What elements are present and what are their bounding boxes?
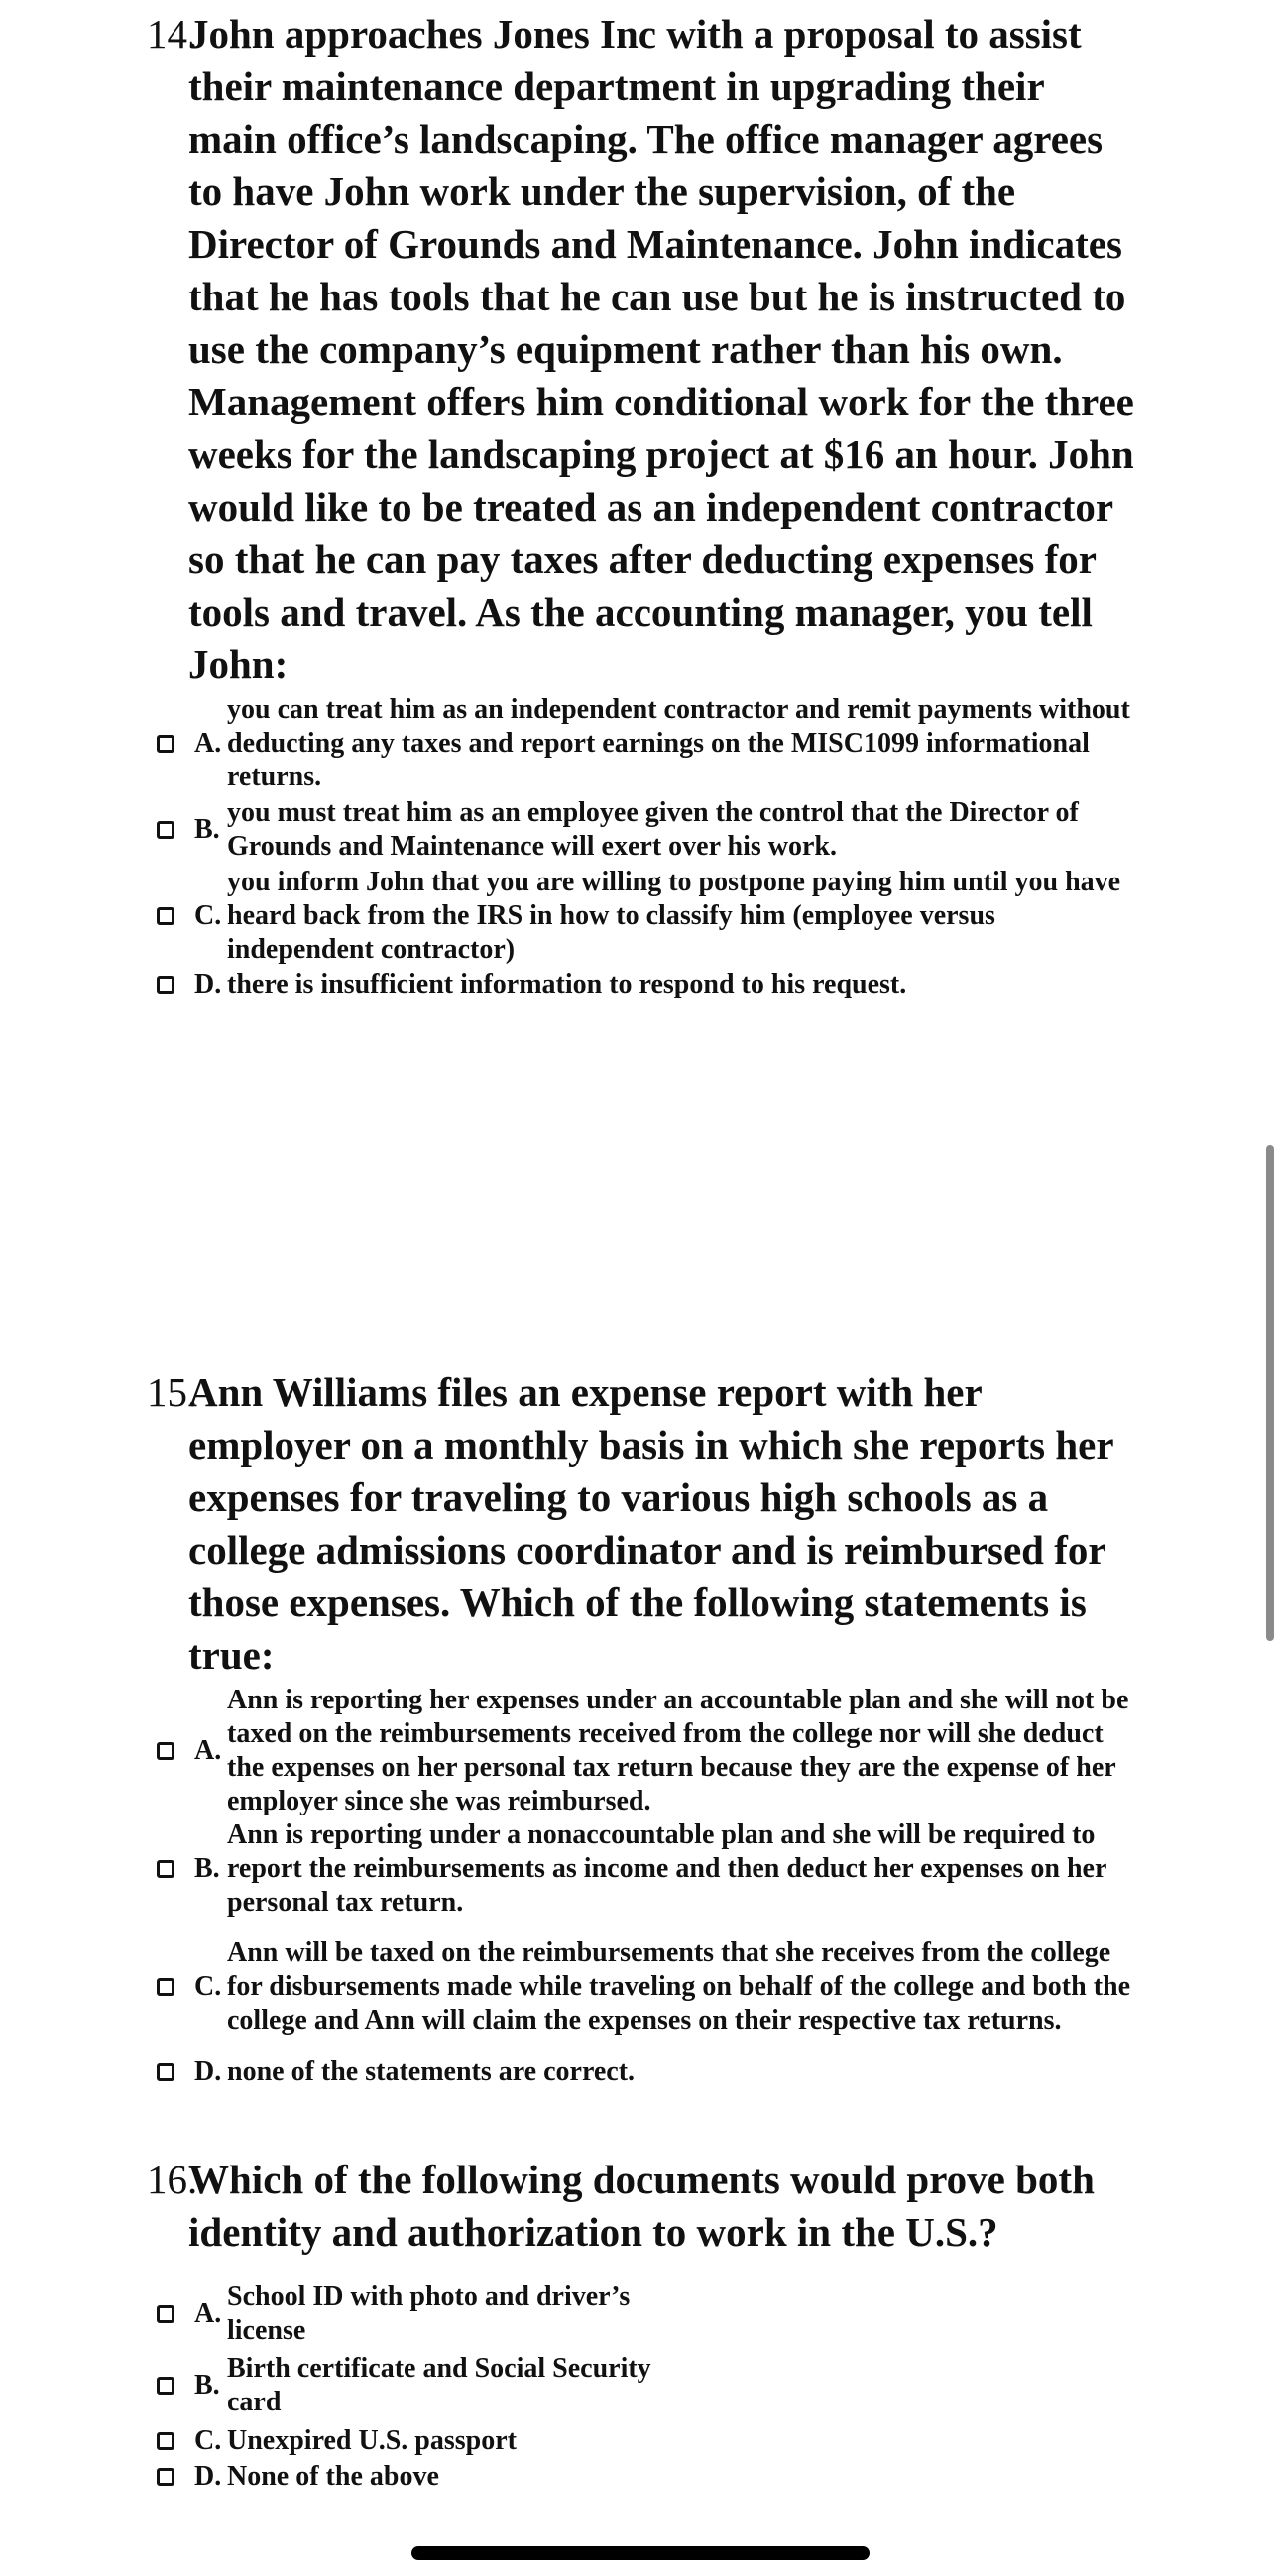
checkbox-icon[interactable]	[157, 907, 174, 925]
question-stem	[147, 1366, 1140, 1682]
option-text: none of the statements are correct.	[227, 2056, 636, 2087]
checkbox-icon[interactable]	[157, 1742, 174, 1760]
option-letter: A.	[194, 1735, 222, 1766]
checkbox-icon[interactable]	[157, 735, 174, 753]
answer-options	[0, 1684, 1279, 2090]
option-text: Ann is reporting under a nonaccountable plan and she will be required to report the reimbursements as income and then deduct her expenses on her personal tax return.	[227, 1819, 1106, 1918]
option-c[interactable]	[0, 866, 1279, 967]
answer-options	[0, 693, 1279, 1002]
option-text: you can treat him as an independent contractor and remit payments without deducting any taxes and report earnings on the MISC1099 informational returns.	[227, 694, 1130, 792]
option-a[interactable]	[0, 2281, 1279, 2348]
checkbox-icon[interactable]	[157, 2305, 174, 2323]
question-number: 16.	[147, 2157, 198, 2202]
option-letter: C.	[194, 2425, 222, 2456]
checkbox-icon[interactable]	[157, 2377, 174, 2395]
option-letter: D.	[194, 969, 222, 999]
checkbox-icon[interactable]	[157, 821, 174, 839]
option-a[interactable]	[0, 693, 1279, 794]
option-letter: A.	[194, 728, 222, 759]
question-14	[0, 8, 1279, 1002]
option-letter: B.	[194, 814, 220, 845]
question-15	[0, 1366, 1279, 2090]
option-letter: D.	[194, 2056, 222, 2087]
question-text: Ann Williams files an expense report with her employer on a monthly basis in which she reports her expenses for traveling to various high schools as a college admissions coordinator and is reimbursed for those expenses. Which of the following statements is true:	[188, 1369, 1113, 1678]
option-c[interactable]	[0, 2423, 1279, 2459]
question-number: 14.	[147, 11, 198, 57]
checkbox-icon[interactable]	[157, 1978, 174, 1996]
answer-options	[0, 2281, 1279, 2495]
option-letter: C.	[194, 1971, 222, 2002]
checkbox-icon[interactable]	[157, 2468, 174, 2486]
option-letter: C.	[194, 900, 222, 931]
option-letter: B.	[194, 1853, 220, 1884]
option-text: Unexpired U.S. passport	[227, 2425, 517, 2456]
option-letter: B.	[194, 2370, 220, 2400]
question-text: Which of the following documents would prove both identity and authorization to work in the U.S.?	[188, 2157, 1095, 2255]
question-16	[0, 2154, 1279, 2495]
option-letter: D.	[194, 2461, 222, 2492]
checkbox-icon[interactable]	[157, 2432, 174, 2450]
option-d[interactable]	[0, 2054, 1279, 2090]
checkbox-icon[interactable]	[157, 976, 174, 994]
option-d[interactable]	[0, 967, 1279, 1002]
question-stem	[147, 8, 1140, 691]
checkbox-icon[interactable]	[157, 1860, 174, 1878]
option-b[interactable]	[0, 1818, 1279, 1920]
option-text: there is insufficient information to respond to his request.	[227, 969, 907, 999]
option-c[interactable]	[0, 1920, 1279, 2054]
option-letter: A.	[194, 2298, 222, 2329]
option-d[interactable]	[0, 2459, 1279, 2495]
option-text: None of the above	[227, 2461, 439, 2492]
option-text: School ID with photo and driver’s license	[227, 2282, 631, 2346]
scrollbar[interactable]	[1266, 1145, 1274, 1641]
option-text: Ann will be taxed on the reimbursements that she receives from the college for disbursements made while traveling on behalf of the college and both the college and Ann will claim the expenses on their respective tax returns.	[227, 1937, 1131, 2036]
option-text: you must treat him as an employee given the control that the Director of Grounds and Maintenance will exert over his work.	[227, 797, 1079, 862]
option-b[interactable]	[0, 796, 1279, 864]
option-text: you inform John that you are willing to postpone paying him until you have heard back from the IRS in how to classify him (employee versus independent contractor)	[227, 867, 1121, 965]
home-indicator[interactable]	[411, 2546, 870, 2560]
option-b[interactable]	[0, 2352, 1279, 2419]
question-text: John approaches Jones Inc with a proposal to assist their maintenance department in upgrading their main office’s landscaping. The office manager agrees to have John work under the supervision, of the Director of Grounds and Maintenance. John indicates that he has tools that he can use but he is instructed to use the company’s equipment rather than his own. Management offers him conditional work for the three weeks for the landscaping project at $16 an hour. John would like to be treated as an independent contractor so that he can pay taxes after deducting expenses for tools and travel. As the accounting manager, you tell John:	[188, 11, 1134, 687]
option-a[interactable]	[0, 1684, 1279, 1818]
checkbox-icon[interactable]	[157, 2063, 174, 2081]
option-text: Birth certificate and Social Security card	[227, 2353, 651, 2417]
question-stem	[147, 2154, 1140, 2259]
question-number: 15.	[147, 1369, 198, 1415]
option-text: Ann is reporting her expenses under an accountable plan and she will not be taxed on the reimbursements received from the college nor will she deduct the expenses on her personal tax return because they are the expense of her employer since she was reimbursed.	[227, 1685, 1129, 1816]
